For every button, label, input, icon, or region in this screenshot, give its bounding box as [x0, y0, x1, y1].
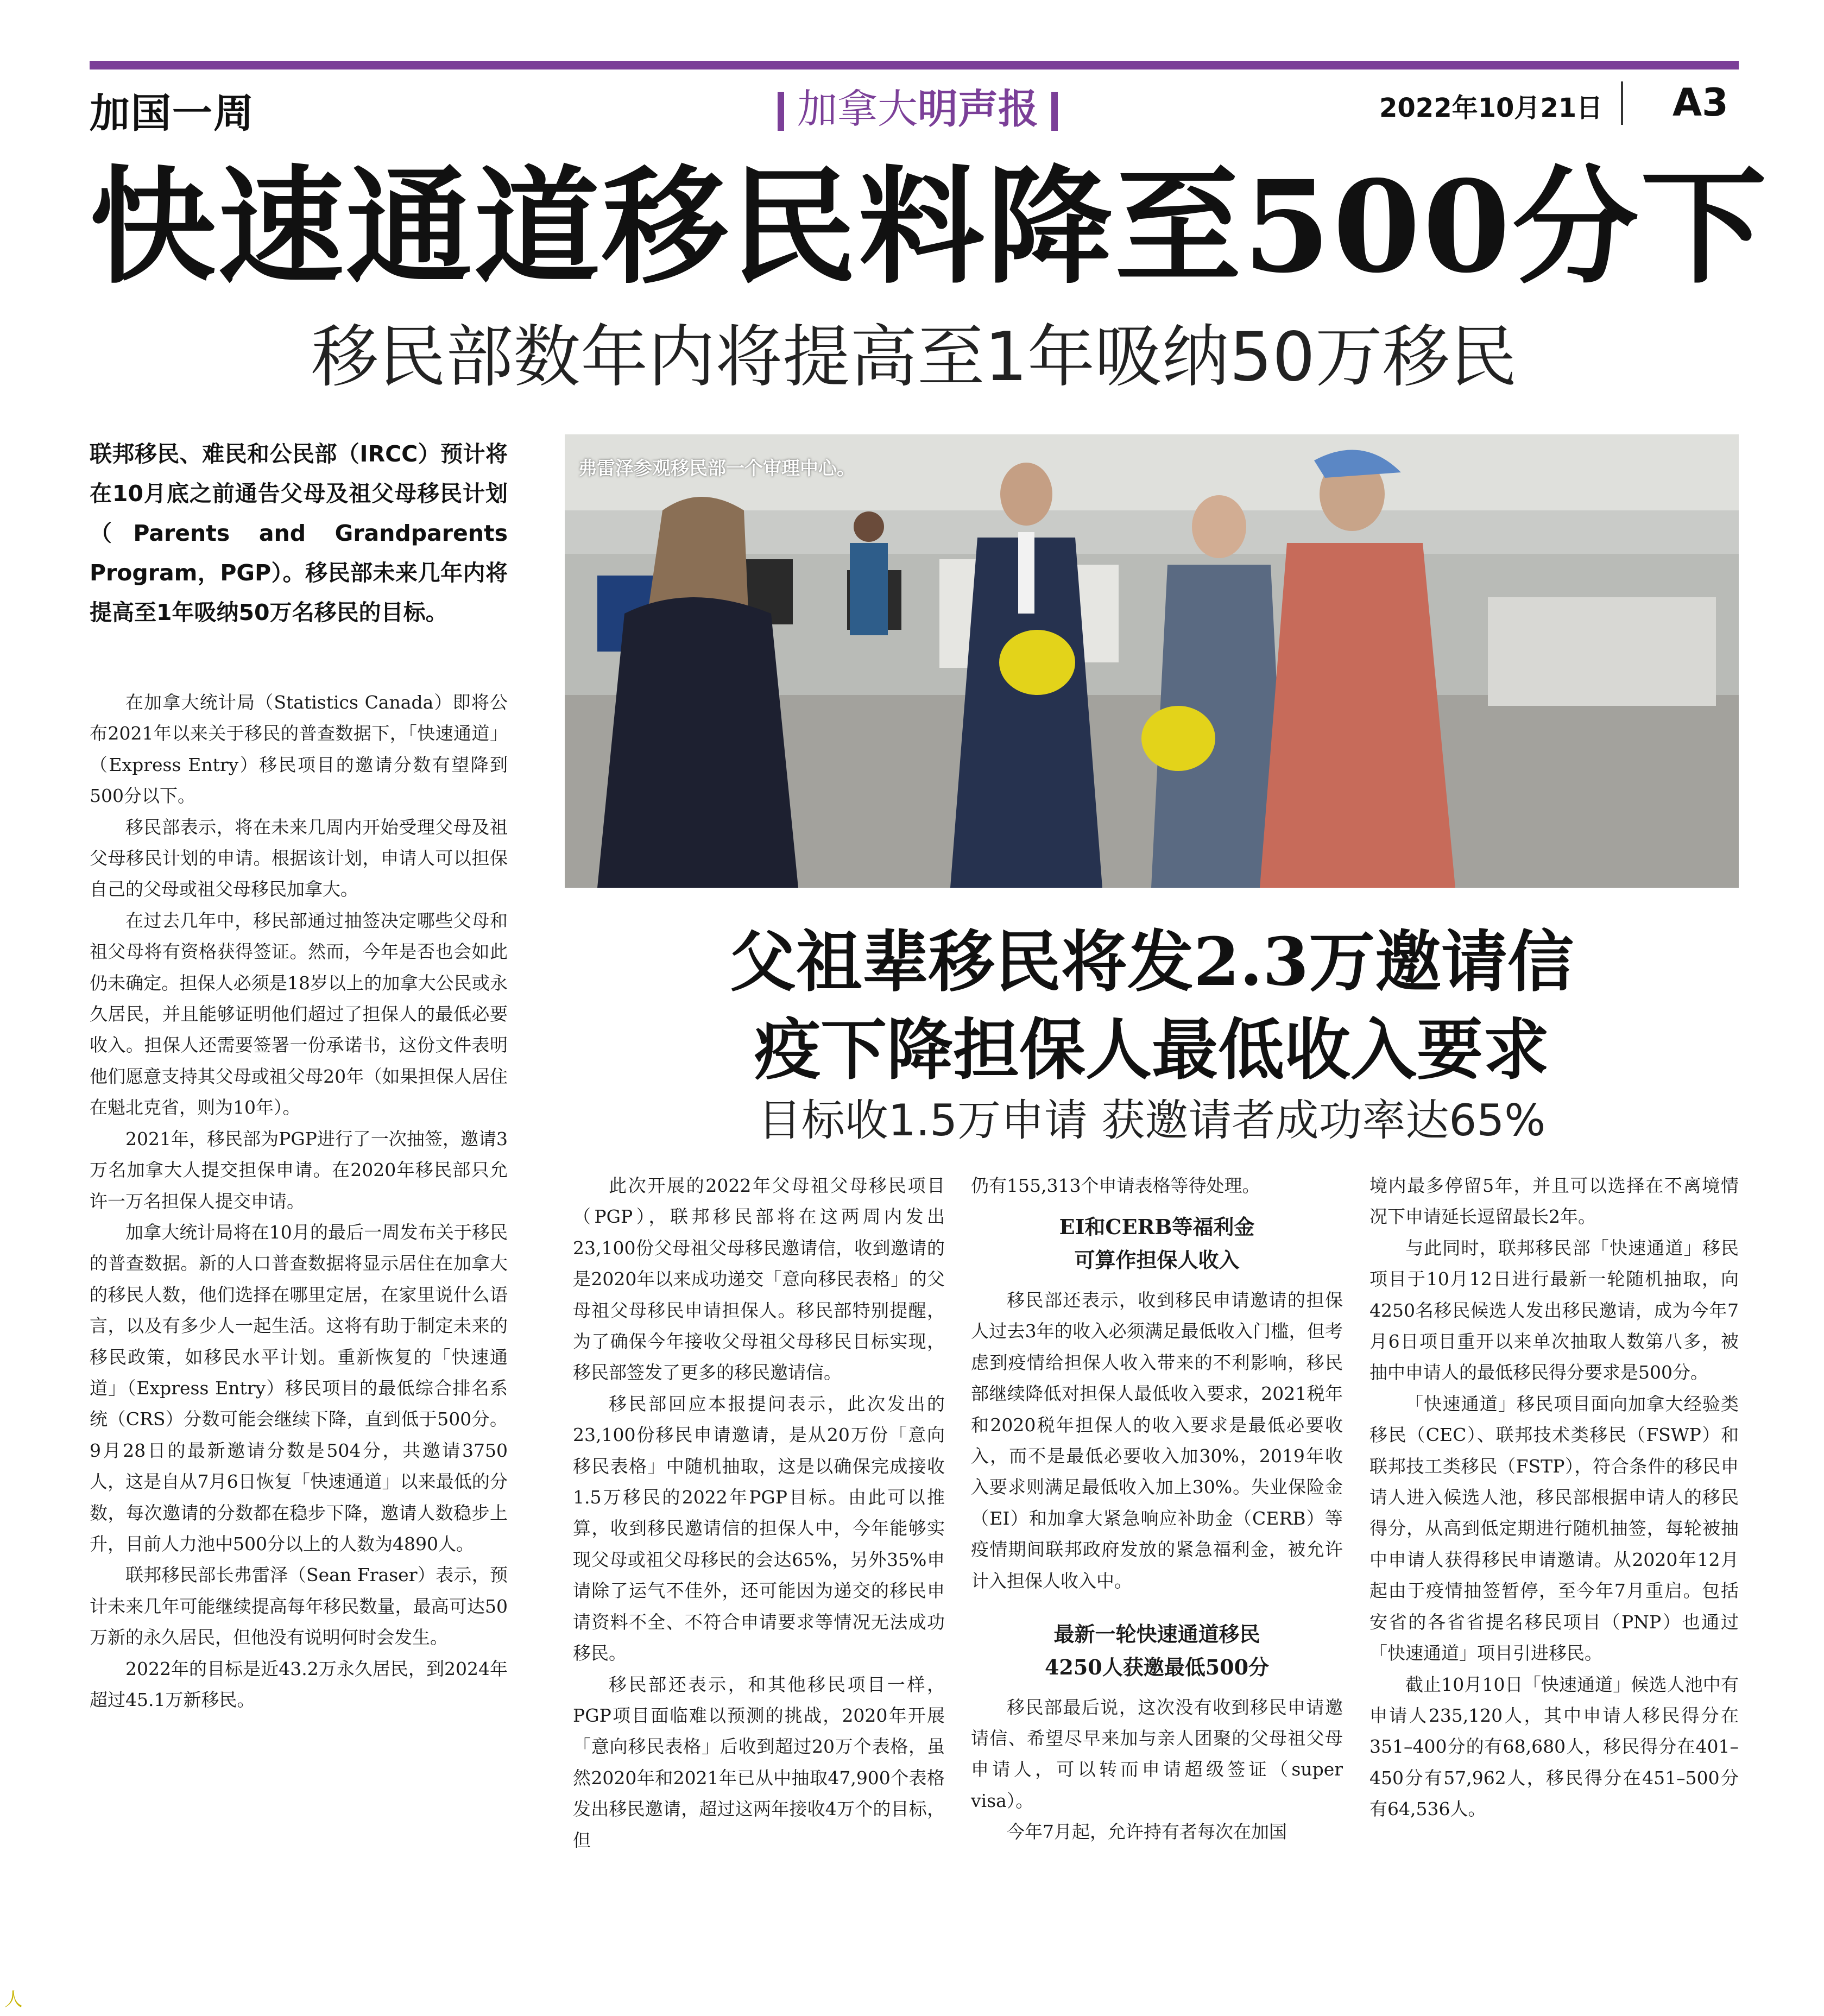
main-subheadline: 移民部数年内将提高至1年吸纳50万移民 [311, 318, 1517, 396]
article-column-4 [1369, 1170, 1739, 1825]
article-column-1 [90, 687, 508, 1715]
paragraph: 移民部最后说，这次没有收到移民申请邀请信、希望尽早来加与亲人团聚的父母祖父母申请人，可以转而申请超级签证（super visa）。 [971, 1696, 1343, 1811]
masthead [744, 77, 1091, 135]
paragraph: 2021年，移民部为PGP进行了一次抽签，邀请3万名加拿大人提交担保申请。在2020年移民部只允许一万名担保人提交申请。 [90, 1128, 508, 1212]
page-number: A3 [1672, 80, 1728, 125]
news-photo [565, 434, 1739, 888]
article-column-2 [573, 1170, 945, 1856]
top-rule [90, 61, 1739, 69]
paragraph: 境内最多停留5年，并且可以选择在不离境情况下申请延长逗留最长2年。 [1369, 1175, 1739, 1228]
masthead-prefix: 加拿大 [797, 86, 918, 132]
secondary-subheadline: 目标收1.5万申请 获邀请者成功率达65% [758, 1095, 1546, 1146]
paragraph: 「快速通道」移民项目面向加拿大经验类移民（CEC）、联邦技术类移民（FSWP）和联邦技工类移民（FSTP），符合条件的移民申请人进入候选人池，移民部根据申请人的移民得分，从高到低定期进行随机抽签，每轮被抽中申请人获得移民申请邀请。从2020年12月起由于疫情抽签暂停，至今年7月重启。包括安省的各省省提名移民项目（PNP）也通过「快速通道」项目引进移民。 [1369, 1393, 1739, 1664]
section-subhead [971, 1618, 1343, 1684]
masthead-left-bar [778, 92, 784, 131]
paragraph: 移民部还表示，和其他移民项目一样，PGP项目面临难以预测的挑战，2020年开展「意向移民表格」后收到超过20万个表格，虽然2020年和2021年已从中抽取47,900个表格发出移民邀请，超过这两年接收4万个的目标，但 [573, 1673, 945, 1851]
subhead-line: 可算作担保人收入 [1074, 1248, 1240, 1273]
secondary-headline-line: 父祖辈移民将发2.3万邀请信 [729, 922, 1574, 1001]
masthead-name: 明声报 [918, 86, 1038, 132]
secondary-headline-line: 疫下降担保人最低收入要求 [754, 1010, 1549, 1089]
paragraph: 2022年的目标是近43.2万永久居民，到2024年超过45.1万新移民。 [90, 1658, 508, 1710]
paragraph: 今年7月起，允许持有者每次在加国 [1007, 1821, 1287, 1843]
paragraph: 移民部还表示，收到移民申请邀请的担保人过去3年的收入必须满足最低收入门槛，但考虑到疫情给担保人收入带来的不利影响，移民部继续降低对担保人最低收入要求，2021税年和2020税年担保人的收入要求是最低必要收入，而不是最低必要收入加30%，2019年收入要求则满足最低收入加上30%。失业保险金（EI）和加拿大紧急响应补助金（CERB）等疫情期间联邦政府发放的紧急福利金，被允许计入担保人收入中。 [971, 1290, 1343, 1591]
header-divider [1621, 81, 1623, 125]
main-headline: 快速通道移民料降至500分下 [90, 153, 1769, 301]
paragraph: 联邦移民部长弗雷泽（Sean Fraser）表示，预计未来几年可能继续提高每年移民数量，最高可达50万新的永久居民，但他没有说明何时会发生。 [90, 1564, 508, 1648]
paragraph: 截止10月10日「快速通道」候选人池中有申请人235,120人，其中申请人移民得分在351–400分的有68,680人，移民得分在401–450分有57,962人，移民得分在451–500分有64,536人。 [1369, 1673, 1739, 1820]
section-name: 加国一周 [90, 90, 255, 137]
lead-paragraph: 联邦移民、难民和公民部（IRCC）预计将在10月底之前通告父母及祖父母移民计划（Parents and Grandparents Program，PGP）。移民部未来几年内将提高至1年吸纳50万名移民的目标。 [90, 441, 508, 625]
photo-illustration [565, 434, 1739, 888]
subhead-line: EI和CERB等福利金 [1059, 1215, 1255, 1240]
paragraph: 此次开展的2022年父母祖父母移民项目（PGP），联邦移民部将在这两周内发出23,100份父母祖父母移民邀请信，收到邀请的是2020年以来成功递交「意向移民表格」的父母祖父母移民申请担保人。移民部特别提醒，为了确保今年接收父母祖父母移民目标实现，移民部签发了更多的移民邀请信。 [573, 1175, 945, 1383]
subhead-line: 4250人获邀最低500分 [1044, 1654, 1270, 1679]
paragraph: 移民部表示，将在未来几周内开始受理父母及祖父母移民计划的申请。根据该计划，申请人可以担保自己的父母或祖父母移民加拿大。 [90, 816, 508, 900]
article-column-3 [971, 1170, 1343, 1848]
paragraph: 移民部回应本报提问表示，此次发出的23,100份移民申请邀请，是从20万份「意向移民表格」中随机抽取，这是以确保完成接收1.5万移民的2022年PGP目标。由此可以推算，收到移民邀请信的担保人中，今年能够实现父母或祖父母移民的会达65%，另外35%申请除了运气不佳外，还可能因为递交的移民申请资料不全、不符合申请要求等情况无法成功移民。 [573, 1393, 945, 1664]
paragraph: 加拿大统计局将在10月的最后一周发布关于移民的普查数据。新的人口普查数据将显示居住在加拿大的移民人数，他们选择在哪里定居，在家里说什么语言，以及有多少人一起生活。这将有助于制定未来的移民政策，如移民水平计划。重新恢复的「快速通道」（Express Entry）移民项目的最低综合排名系统（CRS）分数可能会继续下降，直到低于500分。9月28日的最新邀请分数是504分，共邀请3750人，这是自从7月6日恢复「快速通道」以来最低的分数，每次邀请的分数都在稳步下降，邀请人数稳步上升，目前人力池中500分以上的人数为4890人。 [90, 1221, 508, 1554]
publication-date: 2022年10月21日 [1379, 93, 1603, 123]
paragraph: 仍有155,313个申请表格等待处理。 [971, 1175, 1260, 1196]
paragraph: 在加拿大统计局（Statistics Canada）即将公布2021年以来关于移民的普查数据下，「快速通道」（Express Entry）移民项目的邀请分数有望降到500分以下。 [90, 692, 508, 807]
secondary-headline [565, 918, 1739, 1094]
photo-caption: 弗雷泽参观移民部一个审理中心。 [578, 458, 855, 479]
paragraph: 在过去几年中，移民部通过抽签决定哪些父母和祖父母将有资格获得签证。然而，今年是否也会如此仍未确定。担保人必须是18岁以上的加拿大公民或永久居民，并且能够证明他们超过了担保人的最低必要收入。担保人还需要签署一份承诺书，这份文件表明他们愿意支持其父母或祖父母20年（如果担保人居住在魁北克省，则为10年）。 [90, 909, 508, 1118]
section-subhead [971, 1211, 1343, 1277]
corner-mark: 人 [4, 1989, 23, 2011]
masthead-right-bar [1051, 92, 1058, 131]
subhead-line: 最新一轮快速通道移民 [1053, 1622, 1260, 1647]
paragraph: 与此同时，联邦移民部「快速通道」移民项目于10月12日进行最新一轮随机抽取，向4250名移民候选人发出移民邀请，成为今年7月6日项目重开以来单次抽取人数第八多，被抽中申请人的最低移民得分要求是500分。 [1369, 1237, 1739, 1383]
